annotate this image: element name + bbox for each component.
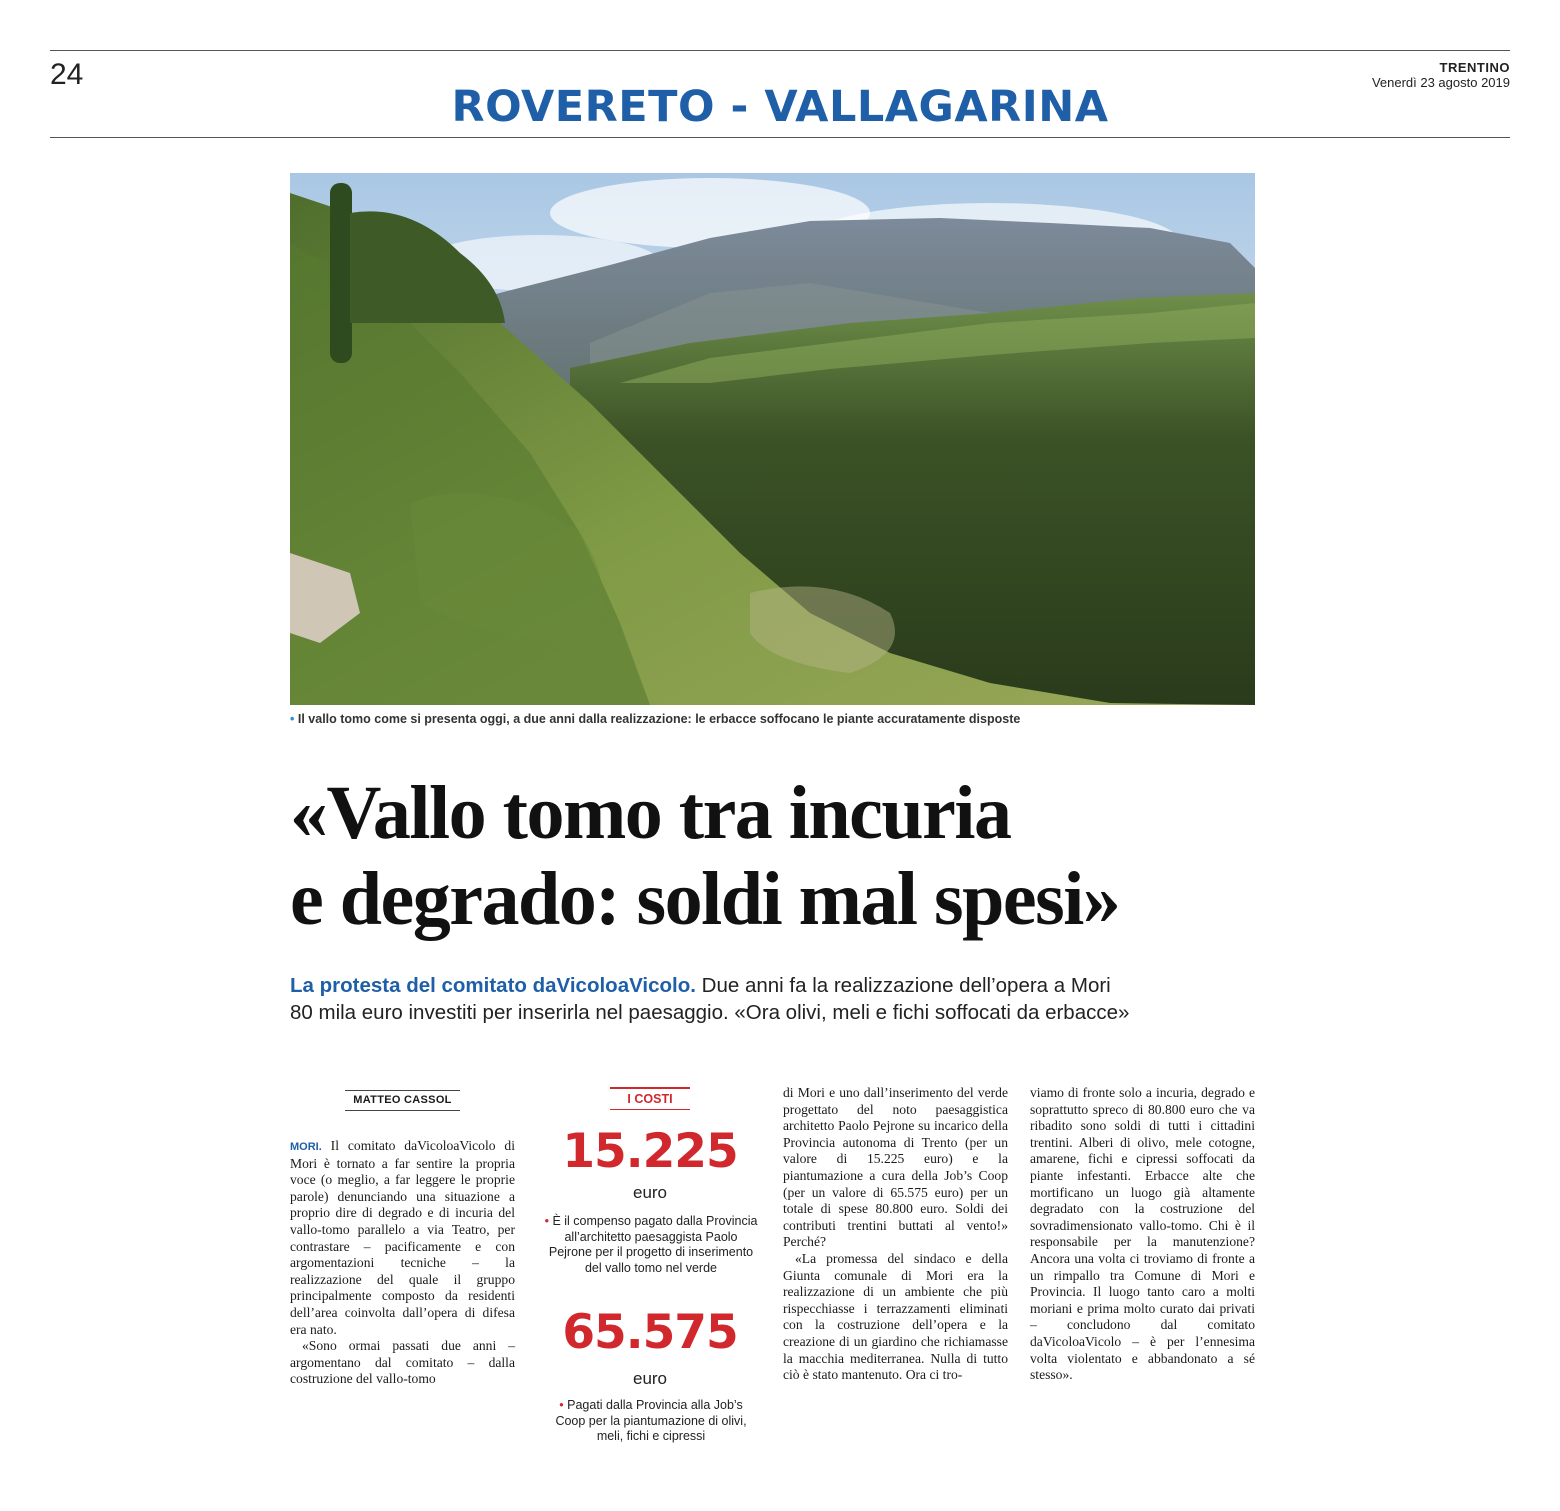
paragraph: di Mori e uno dall’inserimento del verde progettato del noto paesaggistica architetto Paolo Pejrone su incarico della Provincia autonoma di Trento (per un valore di 15.225 euro) e la piantumazione a cura della Job’s Coop (per un valore di 65.575 euro) per un totale di spese 80.800 euro. Soldi dei contributi trentini buttati al vento!» Perché? (783, 1085, 1008, 1250)
cost-note-2-text: Pagati dalla Provincia alla Job’s Coop per la piantumazione di olivi, meli, fichi e cipressi (555, 1398, 747, 1443)
photo-caption-text: Il vallo tomo come si presenta oggi, a due anni dalla realizzazione: le erbacce soffocano le piante accuratamente disposte (297, 712, 1021, 726)
photo-caption (290, 712, 1020, 726)
cost-value-1: 15.225 (562, 1124, 738, 1179)
cost-unit-1: euro (632, 1183, 668, 1202)
landscape-photo-icon (290, 173, 1255, 705)
paragraph: «La promessa del sindaco e della Giunta comunale di Mori era la realizzazione di un ambiente che più rispecchiasse i terrazzamenti eliminati con la costruzione dell’opera e la creazione di un giardino che richiamasse la macchia mediterranea. Nulla di tutto ciò è stato mantenuto. Ora ci tro- (783, 1250, 1008, 1383)
paragraph: «Sono ormai passati due anni – argomentano dal comitato – dalla costruzione del vallo-tomo (290, 1338, 515, 1387)
headline (290, 770, 1290, 942)
byline: MATTEO CASSOL (345, 1090, 460, 1111)
top-rule (50, 50, 1510, 51)
page-number: 24 (50, 58, 84, 91)
cost-note-2 (543, 1398, 759, 1445)
costs-title: I COSTI (610, 1087, 690, 1110)
article-column-3 (783, 1085, 1008, 1384)
newspaper-name: TRENTINO (1439, 60, 1510, 75)
issue-date: Venerdì 23 agosto 2019 (1371, 75, 1510, 90)
article-column-4 (1030, 1085, 1255, 1384)
section-title: ROVERETO - VALLAGARINA (451, 82, 1109, 132)
article-column-1 (290, 1138, 515, 1388)
bullet-icon: • (559, 1398, 564, 1412)
paragraph (290, 1138, 515, 1338)
paragraph-text: Il comitato daVicoloaVicolo di Mori è tornato a far sentire la propria voce (o meglio, a far leggere le proprie parole) denunciando una situazione a proprio dire di degrado e di incuria del vallo-tomo parallelo a via Teatro, per contrastare – pacificamente e con argomentazioni tecniche – la realizzazione del quale il gruppo principalmente composto da residenti dell’area coinvolta dall’opera di difesa era nato. (290, 1138, 515, 1337)
headline-line-1: «Vallo tomo tra incuria (290, 771, 1011, 855)
photo-illustration (290, 173, 1255, 705)
dateline: MORI. (290, 1141, 322, 1153)
subheadline-lead: La protesta del comitato daVicoloaVicolo. (290, 974, 696, 997)
cost-unit-2: euro (632, 1369, 668, 1388)
cost-note-1 (543, 1214, 759, 1276)
header-rule (50, 137, 1510, 138)
subheadline-line-1-rest: Due anni fa la realizzazione dell’opera a Mori (701, 974, 1111, 997)
cost-note-1-text: È il compenso pagato dalla Provincia all’architetto paesaggista Paolo Pejrone per il progetto di inserimento del vallo tomo nel verde (548, 1214, 758, 1275)
cost-value-2: 65.575 (562, 1305, 738, 1360)
bullet-icon: • (290, 712, 295, 726)
masthead (1372, 60, 1510, 90)
subheadline-line-1 (290, 972, 1260, 999)
bullet-icon: • (544, 1214, 549, 1228)
paragraph: viamo di fronte solo a incuria, degrado e soprattutto spreco di 80.800 euro che va ribadito sono soldi di tutti i cittadini trentini. Alberi di olivo, mele cotogne, amarene, fichi e cipressi soffocati da piante infestanti. Erbacce alte che mortificano un luogo già altamente degradato con la costruzione del sovradimensionato vallo-tomo. Chi è il responsabile per la manutenzione? Ancora una volta ci troviamo di fronte a un rimpallo tra Comune di Mori e Provincia. Il luogo tanto caro a molti moriani e prima molto curato dai privati – concludono dal comitato daVicoloaVicolo – è per l’ennesima volta violentato e abbandonato a sé stesso». (1030, 1085, 1255, 1383)
subheadline-line-2: 80 mila euro investiti per inserirla nel paesaggio. «Ora olivi, meli e fichi soffocati da erbacce» (290, 1001, 1130, 1024)
subheadline (290, 972, 1260, 1026)
headline-line-2: e degrado: soldi mal spesi» (290, 857, 1120, 941)
